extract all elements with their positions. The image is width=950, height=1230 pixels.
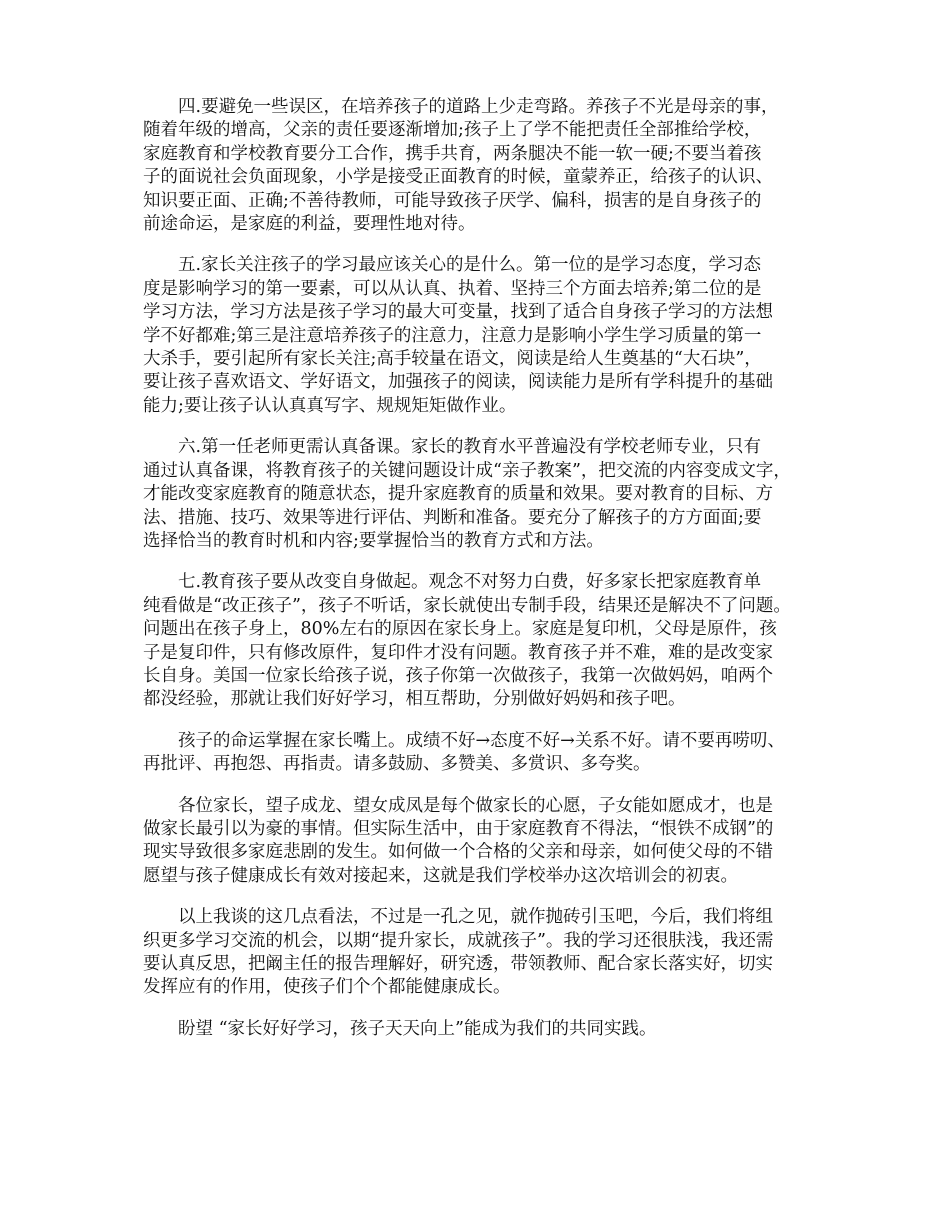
paragraph-6-lesson-preparation: 六.第一任老师更需认真备课。家长的教育水平普遍没有学校老师专业，只有 通过认真备课，将教育孩子的关键问题设计成“亲子教案”，把交流的内容变成文字， 才能改变家庭教育的随意状态，提升家庭教育的质量和效果。要对教育的目标、方 法、措施、技巧、效果等进行评估、判断和准备。要充分了解孩子的方方面面;要 选择恰当的教育时机和内容;要掌握恰当的教育方式和方法。	[143, 437, 791, 551]
paragraph-closing-hope: 盼望 “家长好好学习，孩子天天向上”能成为我们的共同实践。	[178, 1018, 657, 1039]
paragraph-parents-wish: 各位家长，望子成龙、望女成凤是每个做家长的心愿，子女能如愿成才，也是 做家长最引以为豪的事情。但实际生活中，由于家庭教育不得法，“恨铁不成钢”的 现实导致很多家庭悲剧的发生。如何做一个合格的父亲和母亲，如何使父母的不错 愿望与孩子健康成长有效对接起来，这就是我们学校举办这次培训会的初衷。	[143, 795, 774, 886]
paragraph-7-change-yourself: 七.教育孩子要从改变自身做起。观念不对努力白费，好多家长把家庭教育单 纯看做是“改正孩子”，孩子不听话，家长就使出专制手段，结果还是解决不了问题。 问题出在孩子身上，80%左右的原因在家长身上。家庭是复印机，父母是原件，孩 子是复印件，只有修改原件，复印件才没有问题。教育孩子并不难，难的是改变家 长自身。美国一位家长给孩子说，孩子你第一次做孩子，我第一次做妈妈，咱两个 都没经验，那就让我们好好学习，相互帮助，分别做好妈妈和孩子吧。	[143, 572, 791, 710]
document-body	[143, 96, 823, 1059]
paragraph-5-learning-focus: 五.家长关注孩子的学习最应该关心的是什么。第一位的是学习态度，学习态 度是影响学习的第一要素，可以从认真、执着、坚持三个方面去培养;第二位的是 学习方法，学习方法是孩子学习的最大可变量，找到了适合自身孩子学习的方法想 学不好都难;第三是注意培养孩子的注意力，注意力是影响小学生学习质量的第一 大杀手，要引起所有家长关注;高手较量在语文，阅读是给人生奠基的“大石块”， 要让孩子喜欢语文、学好语文，加强孩子的阅读，阅读能力是所有学科提升的基础 能力;要让孩子认认真真写字、规规矩矩做作业。	[143, 255, 773, 416]
paragraph-encouragement: 孩子的命运掌握在家长嘴上。成绩不好→态度不好→关系不好。请不要再唠叨、 再批评、再抱怨、再指责。请多鼓励、多赞美、多赏识、多夸奖。	[143, 730, 785, 775]
paragraph-conclusion: 以上我谈的这几点看法，不过是一孔之见，就作抛砖引玉吧，今后，我们将组 织更多学习交流的机会，以期“提升家长，成就孩子”。我的学习还很肤浅，我还需 要认真反思，把阚主任的报告理解好，研究透，带领教师、配合家长落实好，切实 发挥应有的作用，使孩子们个个都能健康成长。	[143, 907, 774, 998]
paragraph-4-avoid-mistakes: 四.要避免一些误区，在培养孩子的道路上少走弯路。养孩子不光是母亲的事， 随着年级的增高，父亲的责任要逐渐增加;孩子上了学不能把责任全部推给学校， 家庭教育和学校教育要分工合作，携手共育，两条腿决不能一软一硬;不要当着孩 子的面说社会负面现象，小学是接受正面教育的时候，童蒙养正，给孩子的认识、 知识要正面、正确;不善待教师，可能导致孩子厌学、偏科，损害的是自身孩子的 前途命运，是家庭的利益，要理性地对待。	[143, 97, 779, 235]
